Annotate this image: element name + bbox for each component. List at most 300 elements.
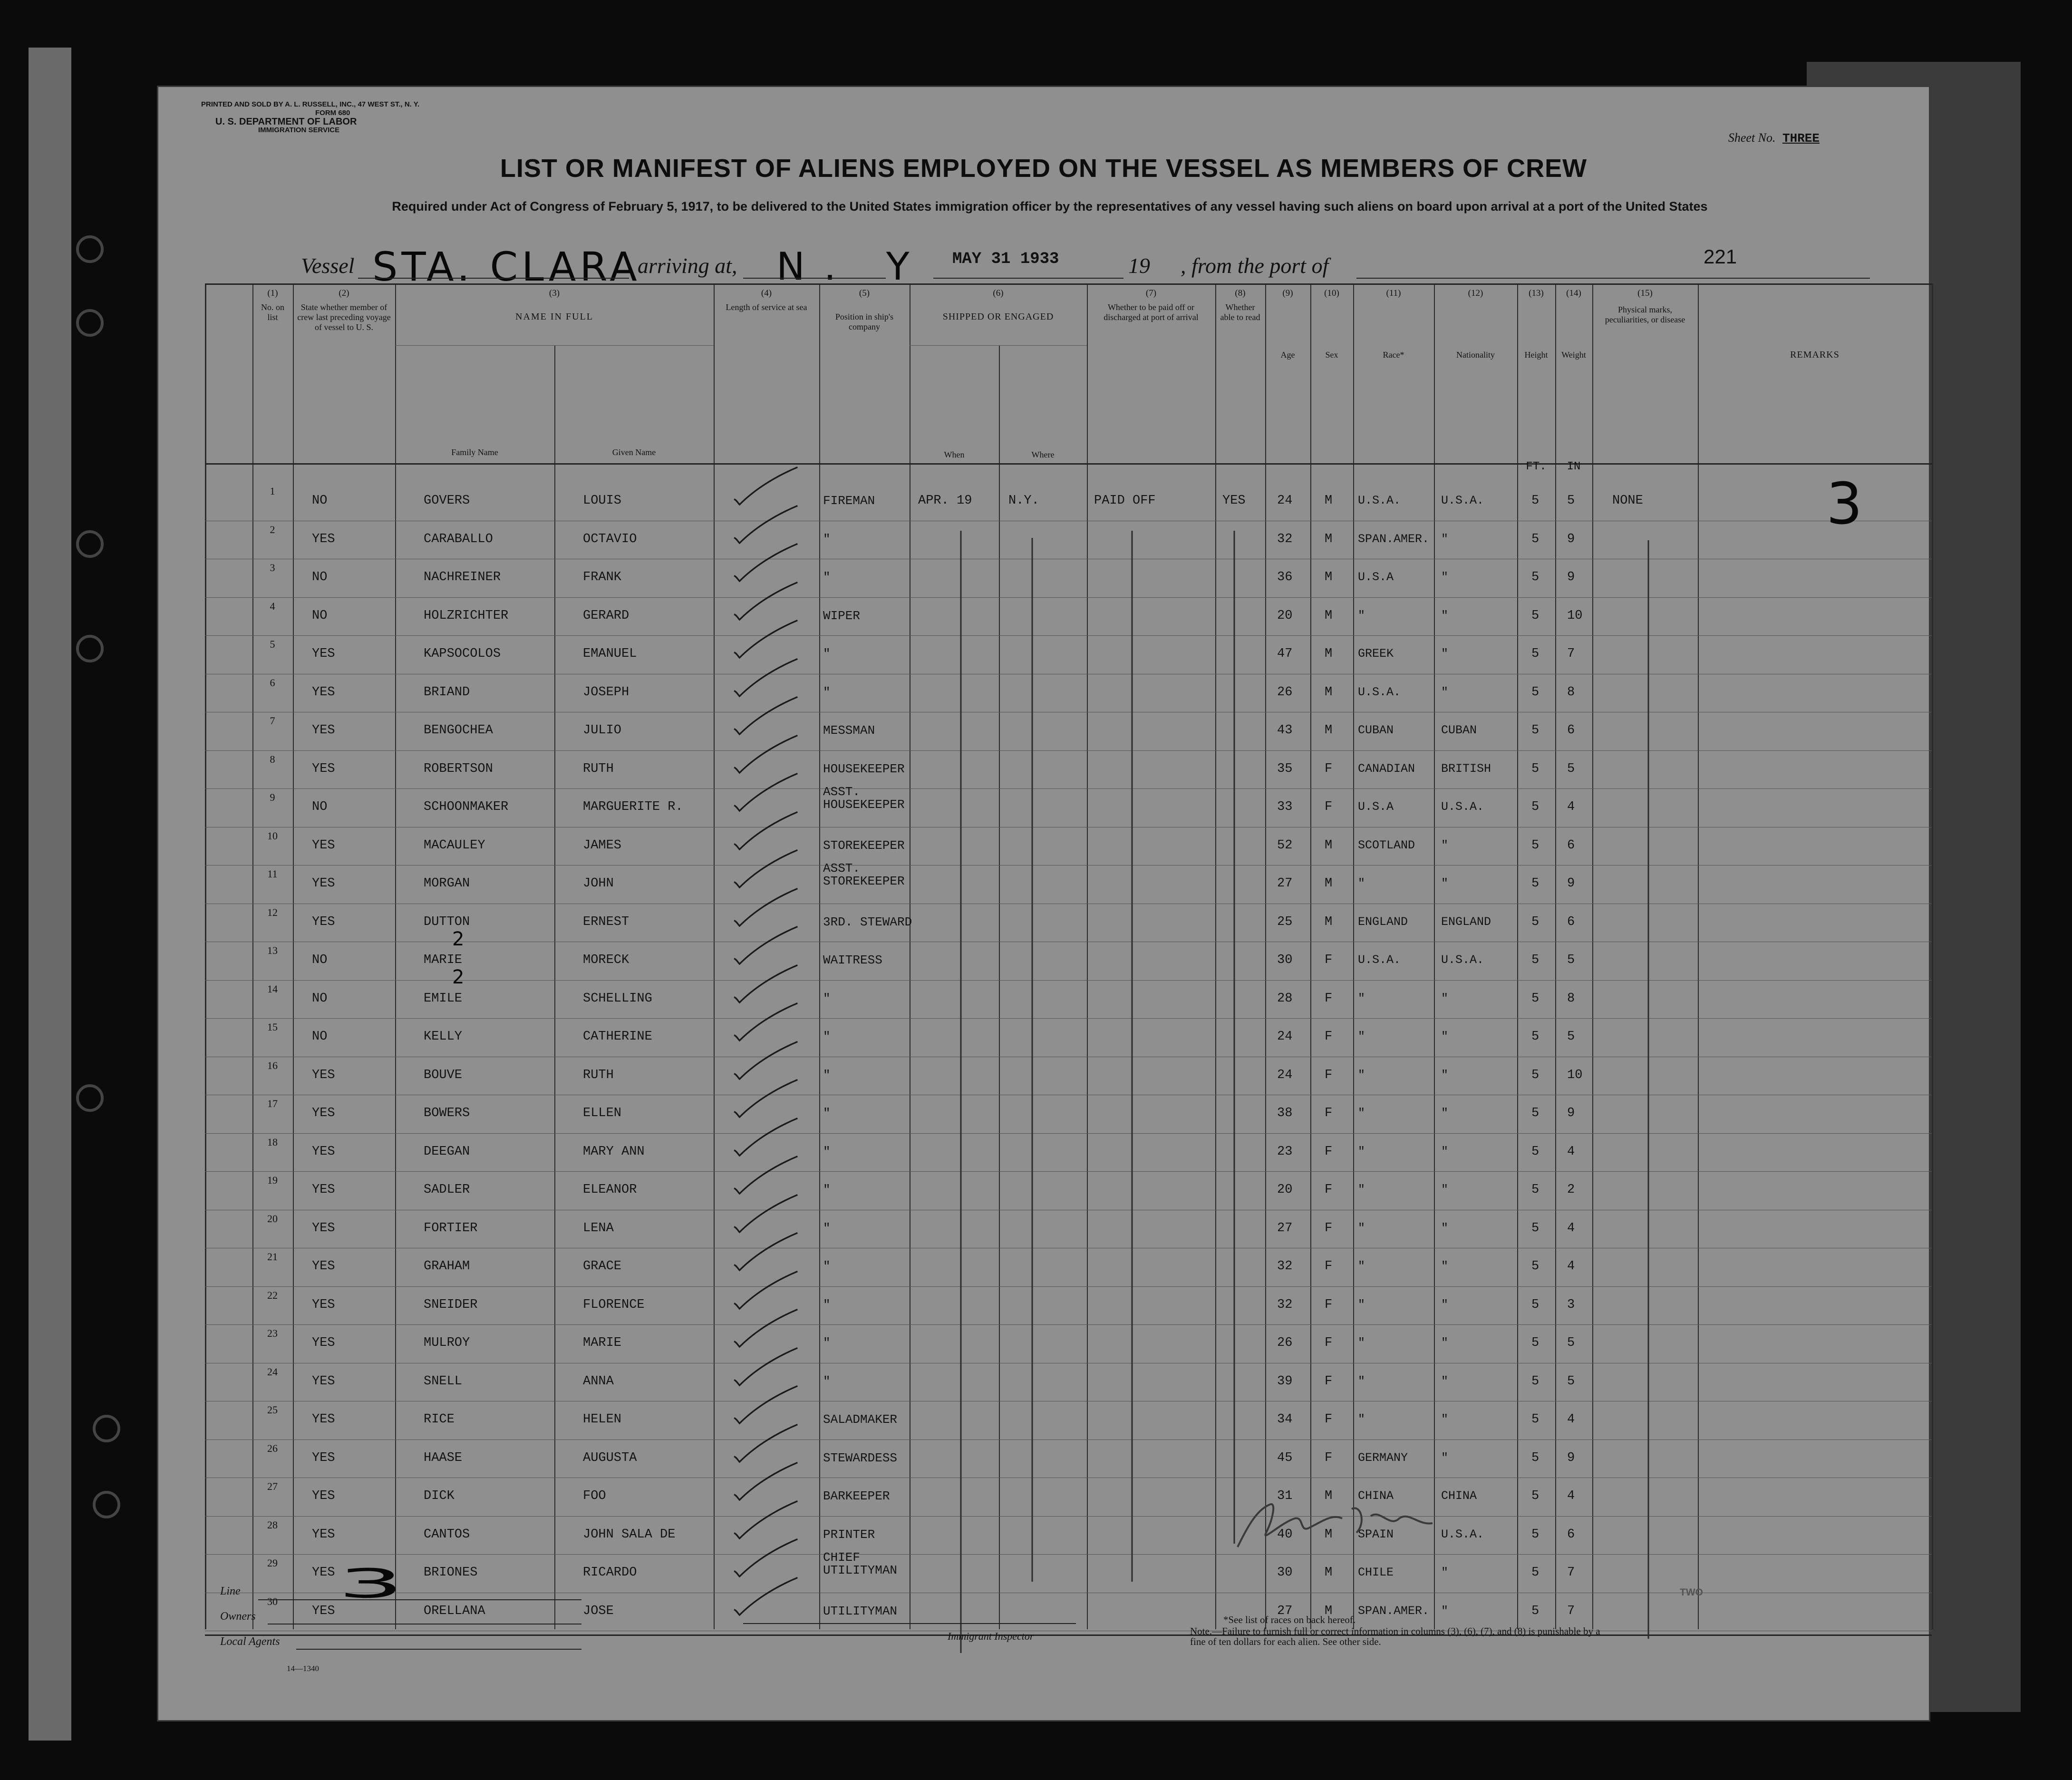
previous-voyage: YES [312, 1450, 335, 1465]
row-number: 20 [267, 1212, 278, 1225]
column-number: (1) [267, 288, 278, 298]
shipped-where: N.Y. [1008, 494, 1039, 508]
header-where: Where [1031, 450, 1055, 459]
row-number: 10 [267, 829, 278, 842]
ship-position: STOREKEEPER [823, 838, 905, 853]
height-inches: 10 [1567, 1068, 1583, 1082]
nationality: " [1441, 1183, 1449, 1196]
age: 30 [1277, 1566, 1293, 1580]
given-name: AUGUSTA [583, 1450, 637, 1465]
handwritten-annotation: 2 [452, 928, 465, 950]
sex: F [1325, 1297, 1333, 1312]
nationality: " [1441, 1604, 1449, 1618]
row-number: 15 [267, 1021, 278, 1033]
vessel-rule [358, 278, 629, 279]
family-name: DEEGAN [424, 1144, 470, 1159]
service-check-mark [718, 617, 818, 660]
header-paid-off: Whether to be paid off or discharged at port of arrival [1104, 302, 1199, 322]
nationality: " [1441, 991, 1449, 1005]
family-name: BOWERS [424, 1106, 470, 1120]
previous-voyage: YES [312, 1144, 335, 1159]
height-inches: 4 [1567, 1412, 1575, 1427]
binder-hole [93, 1415, 120, 1442]
ship-position: " [823, 1068, 831, 1082]
service-check-mark [718, 1039, 818, 1081]
table-row [205, 1478, 1932, 1517]
row-rule [910, 345, 1087, 346]
table-row [205, 1402, 1932, 1440]
sex: M [1325, 1566, 1333, 1580]
table-row [205, 1517, 1932, 1556]
service-check-mark [718, 1575, 818, 1617]
given-name: MARY ANN [583, 1144, 645, 1159]
row-number: 29 [267, 1557, 278, 1569]
binder-hole [76, 309, 104, 337]
given-name: LOUIS [583, 494, 622, 508]
nationality: " [1441, 647, 1449, 661]
header-weight: Weight [1561, 350, 1586, 360]
family-name: KAPSOCOLOS [424, 647, 501, 661]
ship-position: " [823, 647, 831, 661]
previous-voyage: YES [312, 1259, 335, 1274]
ship-position: " [823, 532, 831, 546]
sex: F [1325, 1068, 1333, 1082]
sex: F [1325, 1106, 1333, 1120]
binder-hole [76, 235, 104, 263]
height-feet: 5 [1531, 876, 1539, 891]
service-check-mark [718, 1306, 818, 1349]
race: SPAIN [1358, 1527, 1394, 1541]
table-row [205, 1211, 1932, 1249]
nationality: U.S.A. [1441, 494, 1484, 507]
race: CANADIAN [1358, 761, 1415, 776]
age: 24 [1277, 494, 1293, 508]
previous-voyage: NO [312, 608, 328, 623]
header-age: Age [1280, 350, 1295, 360]
service-check-mark [718, 694, 818, 737]
header-when: When [944, 450, 965, 459]
height-feet: 5 [1531, 991, 1539, 1006]
race: GERMANY [1358, 1450, 1408, 1465]
ship-position: " [823, 1259, 831, 1274]
printer-imprint [201, 100, 448, 135]
race: U.S.A [1358, 570, 1394, 584]
penalty-note: Note.—Failure to furnish full or correct information in columns (3), (6), (7), and (8) is punishable by a fine of ten dollars for each alien. See other side. [1190, 1625, 1600, 1647]
header-no-on-list: No. on list [261, 302, 284, 322]
age: 43 [1277, 723, 1293, 738]
table-row [205, 560, 1932, 598]
age: 26 [1277, 1336, 1293, 1350]
family-name: MARIE [424, 953, 463, 967]
family-name: BRIAND [424, 685, 470, 700]
height-inches: 9 [1567, 876, 1575, 891]
age: 24 [1277, 1068, 1293, 1082]
race: CUBAN [1358, 723, 1394, 737]
header-physical: Physical marks, peculiarities, or disease [1605, 305, 1685, 324]
sex: F [1325, 1450, 1333, 1465]
service-check-mark [718, 1230, 818, 1273]
nationality: " [1441, 1068, 1449, 1082]
height-feet: 5 [1531, 1489, 1539, 1503]
ship-position: " [823, 991, 831, 1006]
age: 20 [1277, 608, 1293, 623]
handwritten-annotation: 2 [452, 966, 465, 988]
nationality: ENGLAND [1441, 914, 1491, 929]
inspector-label: Immigrant Inspector [948, 1630, 1034, 1642]
port-rule [1356, 278, 1870, 279]
header-ft: FT. [1526, 460, 1547, 473]
race: " [1358, 1336, 1365, 1350]
document-subtitle: Required under Act of Congress of February 5, 1917, to be delivered to the United States immigration officer by the representatives of any vessel having such aliens on board upon arrival at a port of the United States [392, 199, 1708, 214]
previous-voyage: NO [312, 991, 328, 1006]
row-number: 21 [267, 1251, 278, 1263]
given-name: ANNA [583, 1374, 614, 1389]
race: " [1358, 991, 1365, 1005]
row-number: 27 [267, 1480, 278, 1492]
crew-table [205, 283, 1932, 1629]
race: " [1358, 1144, 1365, 1158]
age: 39 [1277, 1374, 1293, 1389]
family-name: BRIONES [424, 1566, 478, 1580]
service-name: IMMIGRATION SERVICE [258, 126, 340, 134]
service-check-mark [718, 962, 818, 1005]
row-number: 19 [267, 1174, 278, 1186]
ship-position: " [823, 685, 831, 700]
nationality: BRITISH [1441, 761, 1491, 776]
service-check-mark [718, 541, 818, 584]
age: 27 [1277, 876, 1293, 891]
sex: F [1325, 761, 1333, 776]
family-name: BENGOCHEA [424, 723, 493, 738]
height-inches: 5 [1567, 953, 1575, 967]
sex: F [1325, 953, 1333, 967]
nationality: U.S.A. [1441, 953, 1484, 967]
sex: M [1325, 1489, 1333, 1503]
row-rule [205, 283, 1932, 285]
row-number: 16 [267, 1059, 278, 1071]
nationality: " [1441, 1297, 1449, 1312]
table-row [205, 1172, 1932, 1211]
family-name: KELLY [424, 1030, 463, 1044]
age: 32 [1277, 1297, 1293, 1312]
sex: M [1325, 532, 1333, 546]
line-label: Line [220, 1585, 241, 1597]
table-row [205, 1058, 1932, 1096]
family-name: FORTIER [424, 1221, 478, 1235]
previous-voyage: YES [312, 1221, 335, 1235]
ship-position: BARKEEPER [823, 1489, 890, 1503]
height-feet: 5 [1531, 1336, 1539, 1350]
service-check-mark [718, 885, 818, 928]
nationality: " [1441, 1412, 1449, 1426]
family-name: HOLZRICHTER [424, 608, 509, 623]
sex: F [1325, 1374, 1333, 1389]
ditto-stroke-where [1030, 538, 1035, 1582]
table-row [205, 522, 1932, 560]
height-inches: 6 [1567, 1527, 1575, 1542]
age: 20 [1277, 1183, 1293, 1197]
sex: M [1325, 723, 1333, 738]
sex: F [1325, 1221, 1333, 1235]
height-feet: 5 [1531, 800, 1539, 814]
given-name: CATHERINE [583, 1030, 652, 1044]
given-name: LENA [583, 1221, 614, 1235]
local-agents-label: Local Agents [220, 1635, 280, 1648]
age: 33 [1277, 800, 1293, 814]
service-check-mark [718, 1536, 818, 1579]
family-name: RICE [424, 1412, 455, 1427]
nationality: CUBAN [1441, 723, 1477, 737]
given-name: JOSE [583, 1604, 614, 1618]
height-inches: 9 [1567, 532, 1575, 546]
ditto-stroke-when [959, 531, 964, 1653]
height-inches: 3 [1567, 1297, 1575, 1312]
previous-voyage: YES [312, 1412, 335, 1427]
inspector-rule [743, 1623, 1076, 1624]
age: 52 [1277, 838, 1293, 853]
family-name: EMILE [424, 991, 463, 1006]
height-feet: 5 [1531, 1144, 1539, 1159]
service-check-mark [718, 1077, 818, 1119]
column-number: (2) [339, 288, 349, 298]
family-name: DICK [424, 1489, 455, 1503]
column-divider [1932, 283, 1933, 1629]
given-name: JAMES [583, 838, 622, 853]
table-row [205, 1440, 1932, 1479]
table-row [205, 1019, 1932, 1058]
height-inches: 5 [1567, 761, 1575, 776]
nationality: " [1441, 608, 1449, 623]
age: 35 [1277, 761, 1293, 776]
height-inches: 7 [1567, 647, 1575, 661]
nationality: " [1441, 1106, 1449, 1120]
nationality: " [1441, 1221, 1449, 1235]
sex: F [1325, 1183, 1333, 1197]
height-feet: 5 [1531, 723, 1539, 738]
row-number: 1 [270, 485, 275, 497]
previous-voyage: YES [312, 1183, 335, 1197]
family-name: SCHOONMAKER [424, 800, 509, 814]
table-row [205, 785, 1932, 828]
row-number: 30 [267, 1595, 278, 1607]
nationality: " [1441, 1566, 1449, 1579]
height-inches: 4 [1567, 800, 1575, 814]
nationality: " [1441, 1374, 1449, 1388]
nationality: " [1441, 685, 1449, 699]
family-name: CANTOS [424, 1527, 470, 1542]
row-number: 5 [270, 638, 275, 650]
year-label: 19 [1128, 253, 1150, 278]
ship-position: HOUSEKEEPER [823, 761, 905, 776]
given-name: JULIO [583, 723, 622, 738]
service-check-mark [718, 1268, 818, 1311]
given-name: GERARD [583, 608, 629, 623]
previous-voyage: NO [312, 800, 328, 814]
page-number: 221 [1704, 245, 1737, 268]
height-inches: 4 [1567, 1144, 1575, 1159]
service-check-mark [718, 1115, 818, 1158]
previous-voyage: YES [312, 1106, 335, 1120]
nationality: " [1441, 532, 1449, 546]
family-name: SNEIDER [424, 1297, 478, 1312]
vessel-name: STA. CLARA [372, 243, 641, 290]
service-check-mark [718, 770, 818, 813]
given-name: HELEN [583, 1412, 622, 1427]
column-number: (7) [1145, 288, 1157, 298]
family-name: MULROY [424, 1336, 470, 1350]
previous-voyage: YES [312, 685, 335, 700]
ship-position: 3RD. STEWARD [823, 914, 912, 929]
given-name: EMANUEL [583, 647, 637, 661]
column-number: (3) [549, 288, 560, 298]
height-inches: 10 [1567, 608, 1583, 623]
scan-left-edge [29, 48, 71, 1741]
ship-position: " [823, 1183, 831, 1197]
height-feet: 5 [1531, 1566, 1539, 1580]
binder-hole [93, 1491, 120, 1518]
binder-hole [76, 1084, 104, 1112]
service-check-mark [718, 1000, 818, 1043]
service-check-mark [718, 1383, 818, 1426]
from-port-label: , from the port of [1181, 253, 1329, 278]
table-row [205, 1134, 1932, 1173]
sex: F [1325, 1144, 1333, 1159]
family-name: MACAULEY [424, 838, 485, 853]
given-name: MORECK [583, 953, 629, 967]
race: " [1358, 1030, 1365, 1043]
service-check-mark [718, 1421, 818, 1464]
given-name: ERNEST [583, 914, 629, 929]
ship-position: WIPER [823, 608, 861, 623]
height-inches: 5 [1567, 1336, 1575, 1350]
race: U.S.A. [1358, 953, 1401, 967]
row-number: 11 [267, 868, 278, 880]
nationality: CHINA [1441, 1489, 1477, 1503]
row-number: 18 [267, 1136, 278, 1148]
sex: M [1325, 647, 1333, 661]
ship-position: STEWARDESS [823, 1450, 898, 1465]
sex: F [1325, 1030, 1333, 1044]
header-remarks: REMARKS [1790, 350, 1840, 360]
height-feet: 5 [1531, 1527, 1539, 1542]
family-name: MORGAN [424, 876, 470, 891]
family-name: BOUVE [424, 1068, 463, 1082]
row-number: 22 [267, 1289, 278, 1301]
table-row [205, 1325, 1932, 1364]
sex: M [1325, 685, 1333, 700]
service-check-mark [718, 1459, 818, 1502]
header-sex: Sex [1325, 350, 1338, 360]
arriving-label: arriving at, [638, 253, 737, 278]
previous-voyage: YES [312, 1297, 335, 1312]
ship-position: UTILITYMAN [823, 1604, 898, 1618]
row-rule [395, 345, 714, 346]
height-feet: 5 [1531, 647, 1539, 661]
given-name: FLORENCE [583, 1297, 645, 1312]
height-feet: 5 [1531, 1221, 1539, 1235]
ship-position: WAITRESS [823, 953, 882, 967]
form-number: FORM 680 [315, 109, 350, 117]
previous-voyage: YES [312, 838, 335, 853]
service-check-mark [718, 503, 818, 545]
height-inches: 5 [1567, 494, 1575, 508]
sex: M [1325, 838, 1333, 853]
row-number: 2 [270, 523, 275, 535]
column-number: (4) [761, 288, 772, 298]
sex: M [1325, 570, 1333, 584]
header-in: IN [1567, 460, 1581, 473]
ship-position: " [823, 1374, 831, 1389]
height-feet: 5 [1531, 953, 1539, 967]
race: " [1358, 1412, 1365, 1426]
service-check-mark [718, 847, 818, 890]
height-feet: 5 [1531, 1604, 1539, 1618]
column-number: (12) [1468, 288, 1483, 298]
table-row [205, 1249, 1932, 1287]
column-number: (14) [1566, 288, 1581, 298]
ditto-stroke-paid [1130, 531, 1135, 1582]
race: U.S.A. [1358, 685, 1401, 699]
nationality: " [1441, 1450, 1449, 1465]
family-name: SNELL [424, 1374, 463, 1389]
family-name: NACHREINER [424, 570, 501, 584]
previous-voyage: YES [312, 1374, 335, 1389]
height-inches: 2 [1567, 1183, 1575, 1197]
sex: F [1325, 1412, 1333, 1427]
header-position: Position in ship's company [835, 312, 894, 331]
ditto-stroke-read [1232, 531, 1237, 1544]
height-feet: 5 [1531, 570, 1539, 584]
height-inches: 8 [1567, 991, 1575, 1006]
height-feet: 5 [1531, 914, 1539, 929]
given-name: MARIE [583, 1336, 622, 1350]
races-note: *See list of races on back hereof. [1223, 1614, 1356, 1625]
height-inches: 4 [1567, 1221, 1575, 1235]
race: " [1358, 1297, 1365, 1312]
height-feet: 5 [1531, 532, 1539, 546]
header-height: Height [1524, 350, 1548, 360]
age: 26 [1277, 685, 1293, 700]
sex: M [1325, 876, 1333, 891]
given-name: FRANK [583, 570, 622, 584]
age: 25 [1277, 914, 1293, 929]
family-name: GOVERS [424, 494, 470, 508]
previous-voyage: YES [312, 1068, 335, 1082]
race: SPAN.AMER. [1358, 532, 1430, 546]
row-number: 4 [270, 600, 275, 612]
nationality: " [1441, 838, 1449, 852]
header-able-to-read: Whether able to read [1220, 302, 1260, 322]
race: SCOTLAND [1358, 838, 1415, 852]
given-name: MARGUERITE R. [583, 800, 683, 814]
ship-position: ASST. HOUSEKEEPER [823, 785, 905, 812]
height-feet: 5 [1531, 1450, 1539, 1465]
arriving-rule [743, 278, 886, 279]
height-inches: 6 [1567, 838, 1575, 853]
row-number: 26 [267, 1442, 278, 1454]
table-row [205, 861, 1932, 905]
previous-voyage: NO [312, 570, 328, 584]
previous-voyage: YES [312, 647, 335, 661]
table-row [205, 751, 1932, 790]
column-number: (8) [1235, 288, 1246, 298]
given-name: RUTH [583, 1068, 614, 1082]
nationality: " [1441, 1259, 1449, 1273]
header-state-whether: State whether member of crew last preceding voyage of vessel to U. S. [297, 302, 391, 332]
sheet-number-label: Sheet No. [1728, 131, 1776, 145]
vessel-label: Vessel [301, 253, 355, 278]
ship-position: " [823, 1297, 831, 1312]
